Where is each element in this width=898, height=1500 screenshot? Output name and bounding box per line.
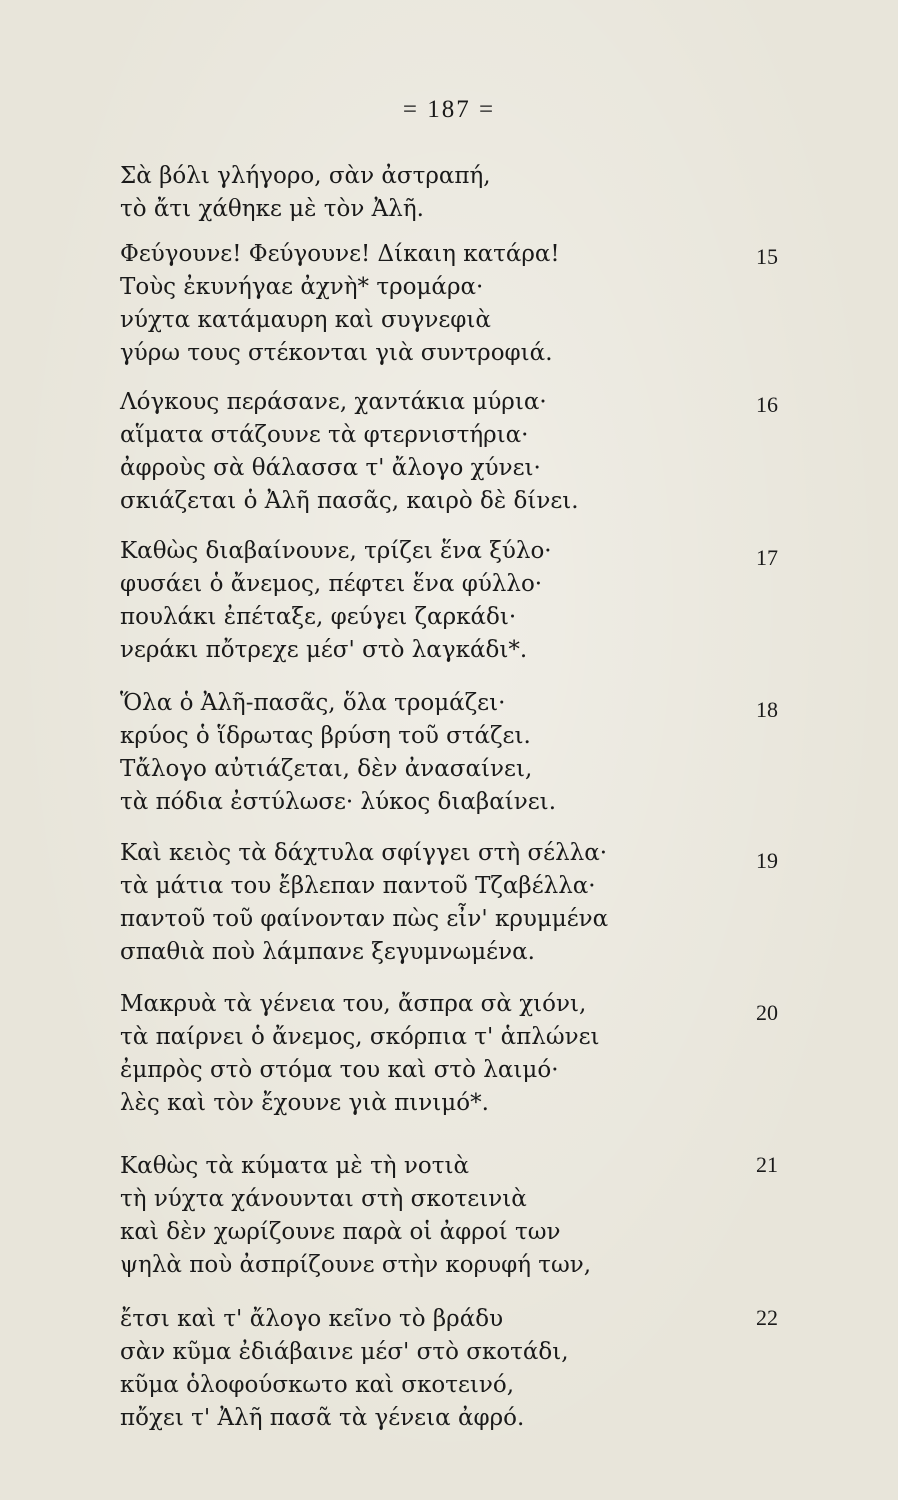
verse-line: καὶ δὲν χωρίζουνε παρὰ οἱ ἀφροί των [120, 1219, 561, 1245]
verse-line: τὴ νύχτα χάνουνται στὴ σκοτεινιὰ [120, 1186, 527, 1212]
stanza-number: 19 [756, 848, 778, 873]
verse-line: νεράκι πὄτρεχε μέσ' στὸ λαγκάδι*. [120, 637, 528, 663]
stanza-number: 17 [756, 545, 778, 570]
verse-line: τὰ πόδια ἐστύλωσε· λύκος διαβαίνει. [120, 789, 557, 815]
verse-line: ἔτσι καὶ τ' ἄλογο κεῖνο τὸ βράδυ [120, 1306, 504, 1332]
stanza-number: 20 [756, 1000, 778, 1025]
verse-line: Λόγκους περάσανε, χαντάκια μύρια· [120, 389, 547, 415]
verse-line: πὄχει τ' Ἀλῆ πασᾶ τὰ γένεια ἀφρό. [120, 1405, 525, 1431]
stanza [120, 535, 800, 667]
verse-line: Τἄλογο αὐτιάζεται, δὲν ἀνασαίνει, [120, 756, 533, 782]
stanza-number: 15 [756, 244, 778, 269]
stanza [120, 1150, 800, 1282]
stanza [120, 386, 800, 518]
verse-line: τὸ ἄτι χάθηκε μὲ τὸν Ἀλῆ. [120, 196, 424, 222]
page-number: = 187 = [402, 96, 496, 123]
stanza [120, 988, 800, 1120]
verse-line: γύρω τους στέκονται γιὰ συντροφιά. [120, 340, 553, 366]
verse-line: Καὶ κειὸς τὰ δάχτυλα σφίγγει στὴ σέλλα· [120, 840, 608, 866]
verse-line: ἐμπρὸς στὸ στόμα του καὶ στὸ λαιμό· [120, 1057, 559, 1083]
stanza [120, 1303, 800, 1435]
verse-line: νύχτα κατάμαυρη καὶ συγνεφιὰ [120, 307, 491, 333]
verse-line: Μακρυὰ τὰ γένεια του, ἄσπρα σὰ χιόνι, [120, 991, 587, 1017]
verse-line: κῦμα ὁλοφούσκωτο καὶ σκοτεινό, [120, 1372, 515, 1398]
verse-line: Καθὼς διαβαίνουνε, τρίζει ἕνα ξύλο· [120, 538, 552, 564]
stanza [120, 238, 800, 370]
verse-line: σκιάζεται ὁ Ἀλῆ πασᾶς, καιρὸ δὲ δίνει. [120, 488, 579, 514]
verse-line: πουλάκι ἐπέταξε, φεύγει ζαρκάδι· [120, 604, 517, 630]
stanza-number: 21 [756, 1152, 778, 1177]
verse-line: κρύος ὁ ἵδρωτας βρύση τοῦ στάζει. [120, 723, 531, 749]
verse-line: Καθὼς τὰ κύματα μὲ τὴ νοτιὰ [120, 1153, 469, 1179]
verse-line: Ὅλα ὁ Ἀλῆ-πασᾶς, ὅλα τρομάζει· [120, 690, 506, 716]
stanza-number: 18 [756, 697, 778, 722]
stanza [120, 687, 800, 819]
stanza [120, 160, 800, 226]
verse-line: τὰ παίρνει ὁ ἄνεμος, σκόρπια τ' ἁπλώνει [120, 1024, 600, 1050]
verse-line: σὰν κῦμα ἐδιάβαινε μέσ' στὸ σκοτάδι, [120, 1339, 569, 1365]
verse-line: ψηλὰ ποὺ ἀσπρίζουνε στὴν κορυφή των, [120, 1252, 592, 1278]
verse-line: φυσάει ὁ ἄνεμος, πέφτει ἕνα φύλλο· [120, 571, 543, 597]
stanza-number: 16 [756, 392, 778, 417]
verse-line: λὲς καὶ τὸν ἔχουνε γιὰ πινιμό*. [120, 1090, 489, 1116]
stanza-number: 22 [756, 1305, 778, 1330]
verse-line: ἀφροὺς σὰ θάλασσα τ' ἄλογο χύνει· [120, 455, 541, 481]
verse-line: σπαθιὰ ποὺ λάμπανε ξεγυμνωμένα. [120, 939, 535, 965]
stanza [120, 837, 800, 969]
verse-line: Σὰ βόλι γλήγορο, σὰν ἀστραπή, [120, 163, 491, 189]
verse-line: Φεύγουνε! Φεύγουνε! Δίκαιη κατάρα! [120, 241, 560, 267]
verse-line: Τοὺς ἐκυνήγαε ἀχνὴ* τρομάρα· [120, 274, 484, 300]
verse-line: παντοῦ τοῦ φαίνονταν πὼς εἶν' κρυμμένα [120, 906, 609, 932]
verse-line: αἵματα στάζουνε τὰ φτερνιστήρια· [120, 422, 529, 448]
verse-line: τὰ μάτια του ἔβλεπαν παντοῦ Τζαβέλλα· [120, 873, 596, 899]
